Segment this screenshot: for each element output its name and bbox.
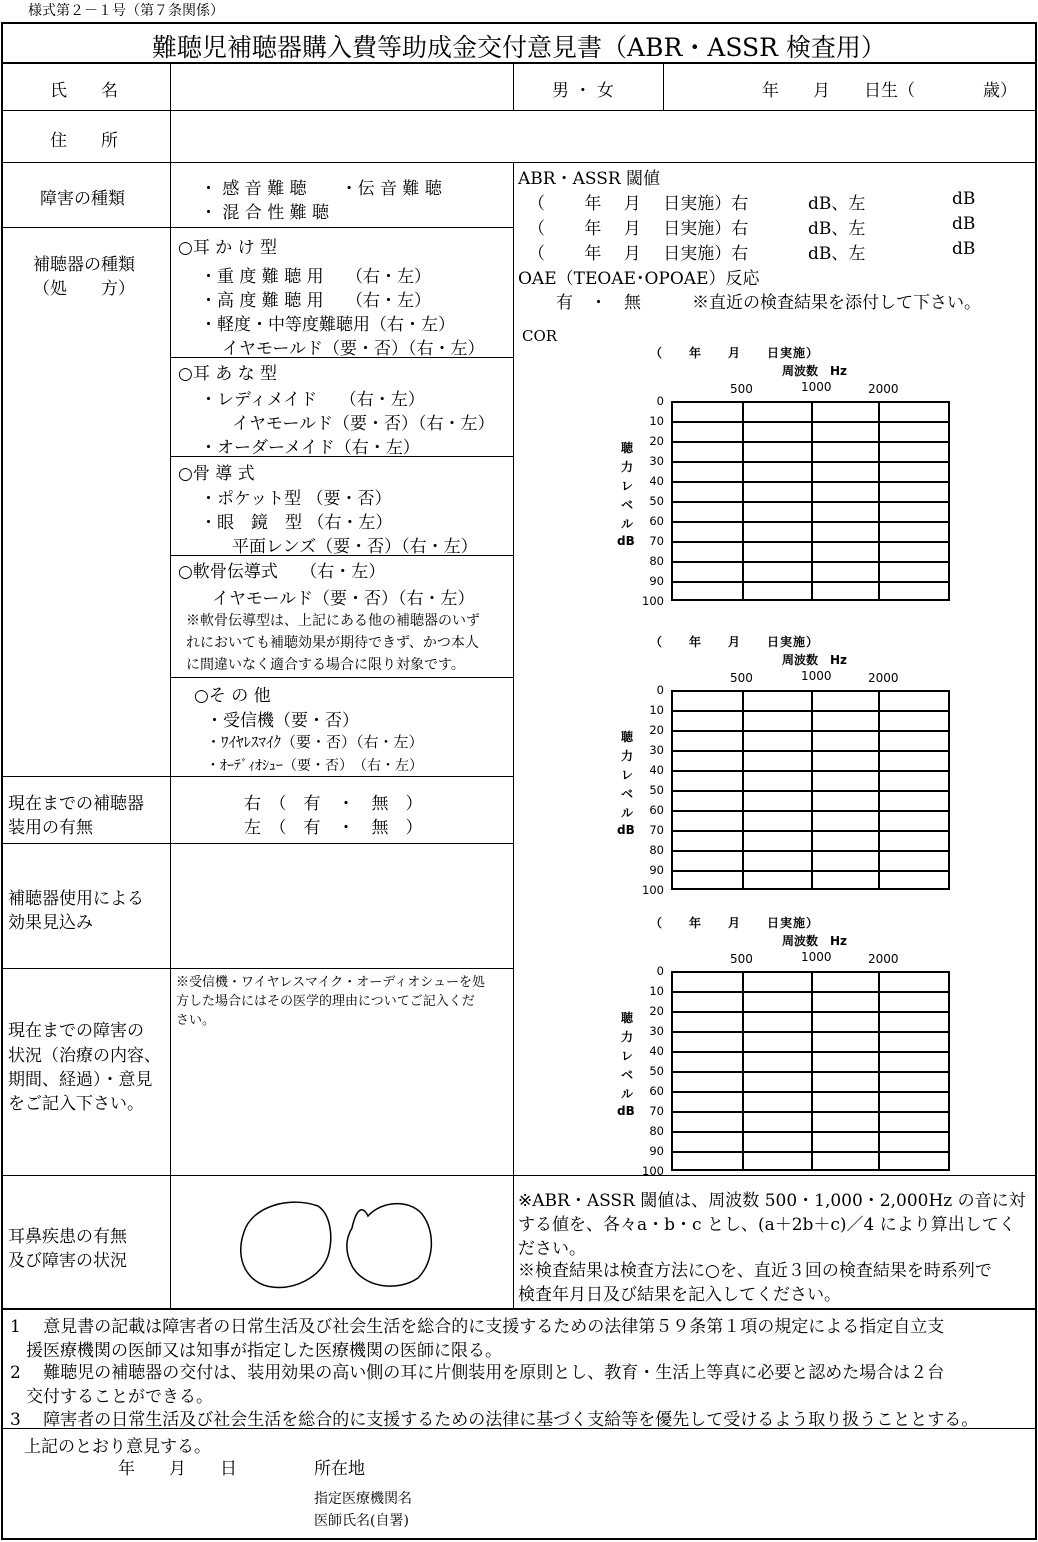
ear-hook-item[interactable]: ・軽度・中等度難聴用（右・左） (200, 315, 455, 335)
name-field[interactable] (172, 64, 510, 108)
cartilage-note: に間違いなく適合する場合に限り対象です。 (186, 657, 465, 673)
abr-title: ABR・ASSR 閾値 (518, 169, 661, 189)
condition-label: をご記入下さい。 (8, 1094, 144, 1114)
grid-column-line (878, 690, 880, 890)
level-tick-label: 10 (649, 414, 664, 428)
expected-effect-field[interactable] (172, 845, 511, 966)
level-tick-label: 50 (649, 783, 664, 797)
location-label: 所在地 (314, 1459, 365, 1479)
hearing-aid-type-label: 補聴器の種類 (33, 255, 135, 275)
address-field[interactable] (172, 112, 1034, 160)
doctor-name-label: 医師氏名(自署) (314, 1513, 409, 1529)
form-number: 様式第２－１号（第７条関係） (28, 3, 224, 19)
condition-note: 方した場合にはその医学的理由についてご記入くだ (176, 994, 475, 1009)
in-ear-title[interactable]: ○耳 あ な 型 (178, 364, 278, 384)
level-tick-label: 60 (649, 1084, 664, 1098)
level-tick-label: 70 (649, 1104, 664, 1118)
doctor-signature-field[interactable] (440, 1482, 1000, 1530)
institution-label: 指定医療機関名 (314, 1491, 412, 1507)
level-tick-label: 40 (649, 1044, 664, 1058)
other-title[interactable]: ○そ の 他 (194, 686, 271, 706)
other-item[interactable]: ・受信機（要・否） (206, 711, 359, 731)
level-tick-label: 10 (649, 984, 664, 998)
birthdate-field[interactable]: 年 月 日生（ 歳） (762, 81, 1017, 101)
frequency-tick-label: 1000 (801, 380, 832, 394)
other-item[interactable]: ・ｵｰﾃﾞｨｵｼｭｰ（要・否） （右・左） (206, 758, 423, 774)
level-tick-label: 0 (656, 683, 664, 697)
audiogram-date[interactable]: （ 年 月 日実施） (650, 346, 820, 360)
abr-row-date[interactable]: （ 年 月 日実施）右 (528, 219, 749, 239)
expected-effect-label-2: 効果見込み (8, 913, 93, 933)
frequency-tick-label: 2000 (868, 671, 899, 685)
disability-type-label: 障害の種類 (40, 189, 125, 209)
level-tick-label: 60 (649, 514, 664, 528)
current-use-label: 現在までの補聴器 (8, 794, 144, 814)
ylabel-char: 力 (621, 749, 634, 763)
audiogram-frequency-title: 周波数 Hz (782, 364, 848, 378)
abr-note: する値を、各々a・b・c とし、(a＋2b＋c)／4 により算出してく (518, 1215, 1016, 1235)
abr-row-right[interactable]: dB、左 (808, 219, 866, 239)
condition-field[interactable] (172, 1030, 511, 1173)
condition-label: 現在までの障害の (8, 1021, 144, 1041)
ylabel-char: ベ (621, 1068, 634, 1082)
level-tick-label: 0 (656, 964, 664, 978)
ear-hook-earmold[interactable]: イヤモールド（要・否）（右・左） (222, 339, 485, 359)
grid-column-line (811, 401, 813, 601)
level-tick-label: 30 (649, 743, 664, 757)
level-tick-label: 100 (642, 1164, 664, 1178)
grid-column-line (811, 971, 813, 1171)
ylabel-char: ベ (621, 787, 634, 801)
oae-title: OAE（TEOAE･OPOAE）反応 (518, 269, 760, 289)
level-tick-label: 40 (649, 763, 664, 777)
abr-row-left[interactable]: dB (952, 239, 976, 259)
audiogram-frequency-title: 周波数 Hz (782, 653, 848, 667)
ear-hook-item[interactable]: ・重 度 難 聴 用 （右・左） (200, 267, 432, 287)
grid-column-line (742, 401, 744, 601)
note-item: 援医療機関の医師又は知事が指定した医療機関の医師に限る。 (26, 1341, 502, 1361)
level-tick-label: 30 (649, 1024, 664, 1038)
condition-note: さい。 (176, 1013, 216, 1028)
level-tick-label: 50 (649, 494, 664, 508)
in-ear-earmold[interactable]: イヤモールド（要・否）（右・左） (232, 414, 495, 434)
right-eardrum-icon (347, 1204, 432, 1287)
ylabel-unit: dB (617, 1104, 635, 1118)
abr-row-right[interactable]: dB、左 (808, 194, 866, 214)
current-use-left[interactable]: 左 （ 有 ・ 無 ） (244, 818, 423, 838)
cartilage-earmold[interactable]: イヤモールド（要・否）（右・左） (212, 589, 475, 609)
level-tick-label: 90 (649, 863, 664, 877)
note-item: 3 障害者の日常生活及び社会生活を総合的に支援するための法律に基づく支給等を優先して受けるよう取り扱うこととする。 (10, 1410, 979, 1430)
in-ear-item[interactable]: ・レディメイド （右・左） (200, 390, 425, 410)
ylabel-char: ル (621, 1087, 634, 1101)
level-tick-label: 80 (649, 1124, 664, 1138)
prescription-label: （処 方） (33, 279, 135, 299)
level-tick-label: 20 (649, 1004, 664, 1018)
audiogram-frequency-title: 周波数 Hz (782, 934, 848, 948)
frequency-tick-label: 2000 (868, 382, 899, 396)
level-tick-label: 70 (649, 823, 664, 837)
abr-row-right[interactable]: dB、左 (808, 244, 866, 264)
ent-label: 耳鼻疾患の有無 (8, 1227, 127, 1247)
note-item: 2 難聴児の補聴器の交付は、装用効果の高い側の耳に片側装用を原則とし、教育・生活上等真に必要と認めた場合は２台 (10, 1363, 945, 1383)
abr-note: ※検査結果は検査方法に○を、直近３回の検査結果を時系列で (518, 1261, 992, 1281)
frequency-tick-label: 1000 (801, 669, 832, 683)
ylabel-char: 聴 (621, 441, 634, 455)
opinion-statement: 上記のとおり意見する。 (24, 1437, 211, 1457)
disability-option-1[interactable]: ・ 感 音 難 聴 ・伝 音 難 聴 (200, 179, 442, 199)
level-tick-label: 80 (649, 554, 664, 568)
sex-selector[interactable]: 男 ・ 女 (552, 81, 614, 101)
ylabel-char: 力 (621, 1030, 634, 1044)
ylabel-char: 力 (621, 460, 634, 474)
grid-column-line (811, 690, 813, 890)
signature-date[interactable]: 年 月 日 (118, 1459, 237, 1479)
level-tick-label: 10 (649, 703, 664, 717)
oae-result[interactable]: 有 ・ 無 ※直近の検査結果を添付して下さい。 (556, 293, 981, 313)
abr-row-left[interactable]: dB (952, 189, 976, 209)
frequency-tick-label: 500 (730, 382, 753, 396)
level-tick-label: 30 (649, 454, 664, 468)
abr-note: ※ABR・ASSR 閾値は、周波数 500・1,000・2,000Hz の音に対 (518, 1191, 1026, 1211)
frequency-tick-label: 1000 (801, 950, 832, 964)
ylabel-char: ル (621, 517, 634, 531)
current-use-label-2: 装用の有無 (8, 818, 93, 838)
page-title: 難聴児補聴器購入費等助成金交付意見書（ABR・ASSR 検査用） (152, 33, 886, 62)
expected-effect-label: 補聴器使用による (8, 889, 144, 909)
abr-row-left[interactable]: dB (952, 214, 976, 234)
level-tick-label: 40 (649, 474, 664, 488)
level-tick-label: 60 (649, 803, 664, 817)
level-tick-label: 20 (649, 723, 664, 737)
cartilage-title[interactable]: ○軟骨伝導式 （右・左） (178, 562, 386, 582)
ear-hook-item[interactable]: ・高 度 難 聴 用 （右・左） (200, 291, 432, 311)
disability-option-2[interactable]: ・ 混 合 性 難 聴 (200, 203, 330, 223)
audiogram-date[interactable]: （ 年 月 日実施） (650, 916, 820, 930)
abr-note: ださい。 (518, 1239, 586, 1259)
note-item: 交付することができる。 (26, 1387, 213, 1407)
ent-label-2: 及び障害の状況 (8, 1251, 127, 1271)
level-tick-label: 20 (649, 434, 664, 448)
level-tick-label: 80 (649, 843, 664, 857)
frequency-tick-label: 2000 (868, 952, 899, 966)
current-use-right[interactable]: 右 （ 有 ・ 無 ） (244, 794, 423, 814)
bone-lens[interactable]: 平面レンズ（要・否）（右・左） (232, 537, 478, 557)
level-tick-label: 0 (656, 394, 664, 408)
level-tick-label: 70 (649, 534, 664, 548)
bone-item[interactable]: ・眼 鏡 型 （右・左） (200, 513, 393, 533)
grid-column-line (742, 971, 744, 1171)
ylabel-char: 聴 (621, 1011, 634, 1025)
condition-label: 期間、経過）・意見 (8, 1070, 153, 1090)
other-item[interactable]: ・ﾜｲﾔﾚｽﾏｲｸ（要・否）（右・左） (206, 733, 424, 751)
in-ear-item[interactable]: ・オーダーメイド（右・左） (200, 438, 420, 458)
level-tick-label: 100 (642, 883, 664, 897)
cor-label: COR (522, 327, 558, 345)
bone-item[interactable]: ・ポケット型 （要・否） (200, 489, 392, 509)
ear-hook-title[interactable]: ○耳 か け 型 (178, 238, 278, 258)
grid-column-line (742, 690, 744, 890)
condition-note: ※受信機・ワイヤレスマイク・オーディオシューを処 (176, 975, 486, 990)
address-label: 住 所 (50, 131, 118, 151)
ylabel-char: レ (621, 768, 634, 782)
name-label: 氏 名 (50, 81, 118, 101)
cartilage-note: ※軟骨伝導型は、上記にある他の補聴器のいず (186, 613, 480, 629)
ylabel-char: ベ (621, 498, 634, 512)
cartilage-note: れにおいても補聴効果が期待できず、かつ本人 (186, 635, 479, 651)
audiogram-date[interactable]: （ 年 月 日実施） (650, 635, 820, 649)
abr-note: 検査年月日及び結果を記入してください。 (518, 1285, 841, 1305)
ylabel-char: ル (621, 806, 634, 820)
abr-row-date[interactable]: （ 年 月 日実施）右 (528, 194, 749, 214)
grid-column-line (878, 401, 880, 601)
left-eardrum-icon (241, 1202, 331, 1287)
ylabel-char: レ (621, 479, 634, 493)
bone-conduction-title[interactable]: ○骨 導 式 (178, 464, 255, 484)
level-tick-label: 100 (642, 594, 664, 608)
abr-row-date[interactable]: （ 年 月 日実施）右 (528, 244, 749, 264)
note-item: 1 意見書の記載は障害者の日常生活及び社会生活を総合的に支援するための法律第５９条第１項の規定による指定自立支 (10, 1317, 945, 1337)
ylabel-unit: dB (617, 823, 635, 837)
grid-column-line (878, 971, 880, 1171)
ylabel-char: 聴 (621, 730, 634, 744)
ylabel-char: レ (621, 1049, 634, 1063)
eardrum-diagram[interactable] (230, 1192, 450, 1292)
frequency-tick-label: 500 (730, 952, 753, 966)
ylabel-unit: dB (617, 534, 635, 548)
level-tick-label: 50 (649, 1064, 664, 1078)
level-tick-label: 90 (649, 574, 664, 588)
frequency-tick-label: 500 (730, 671, 753, 685)
condition-label: 状況（治療の内容、 (8, 1046, 161, 1066)
level-tick-label: 90 (649, 1144, 664, 1158)
